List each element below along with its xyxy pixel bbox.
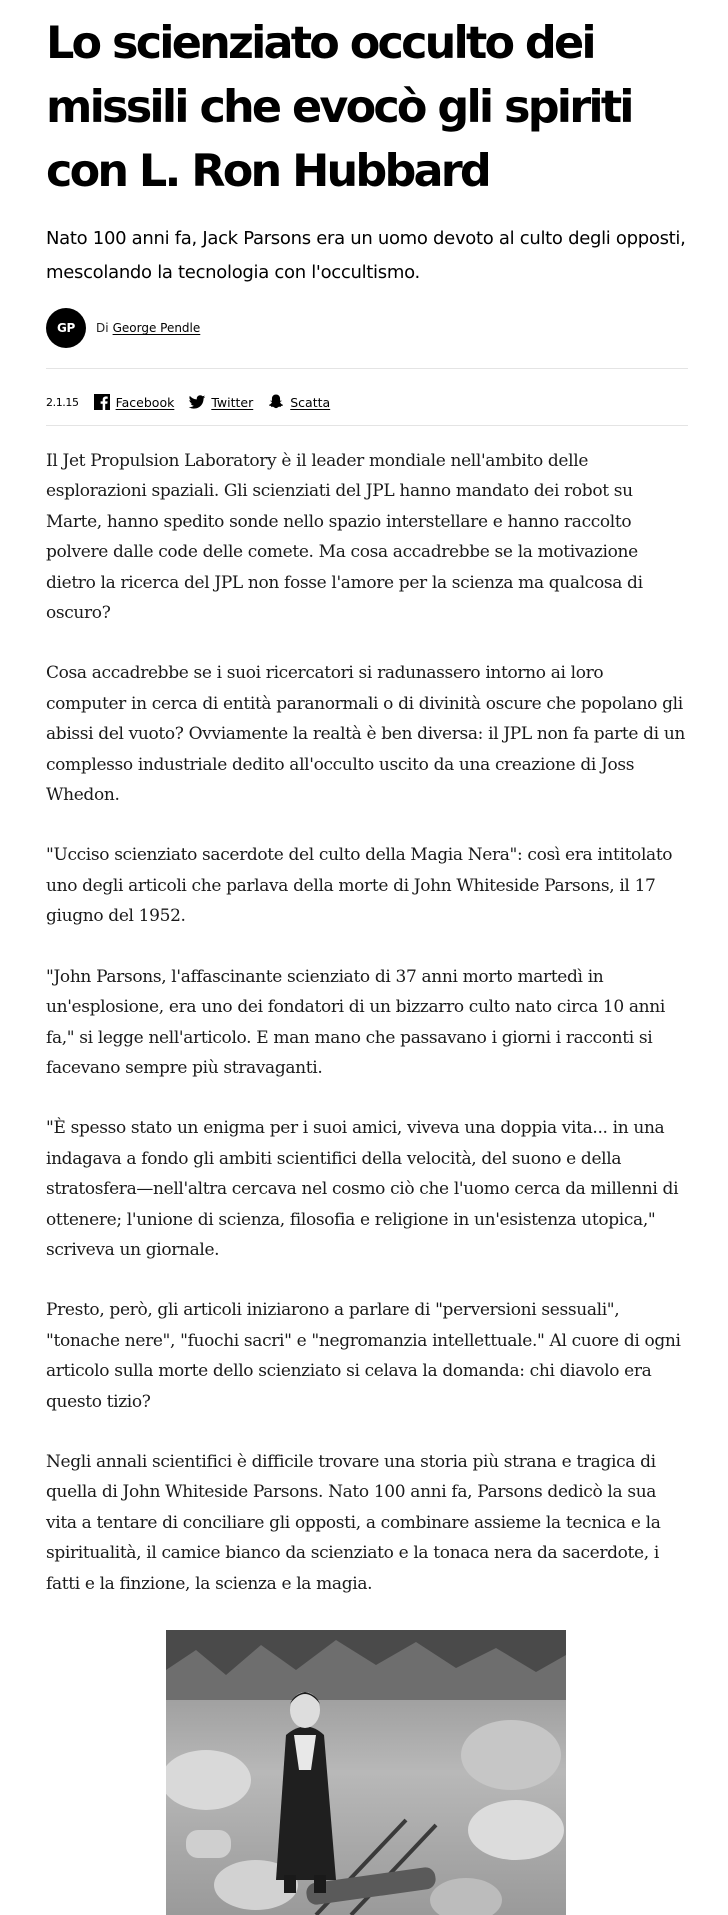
share-twitter-button[interactable] <box>188 393 253 411</box>
share-snapchat-label: Scatta <box>290 394 331 410</box>
divider-top <box>46 368 688 369</box>
share-twitter-label: Twitter <box>211 394 254 410</box>
body-paragraph: Il Jet Propulsion Laboratory è il leader mondiale nell'ambito delle esplorazioni spaziali. Gli scienziati del JPL hanno mandato dei robot su Marte, hanno spedito sonde nello spazio interstellare e hanno raccolto polvere dalle code delle comete. Ma cosa accadrebbe se la motivazione dietro la ricerca del JPL non fosse l'amore per la scienza ma qualcosa di oscuro? <box>46 451 643 624</box>
share-bar <box>46 390 344 414</box>
snapchat-icon <box>267 393 285 411</box>
article-photo <box>166 1630 566 1915</box>
author-avatar[interactable]: GP <box>46 308 86 348</box>
body-paragraph: Cosa accadrebbe se i suoi ricercatori si radunassero intorno ai loro computer in cerca di entità paranormali o di divinità oscure che popolano gli abissi del vuoto? Ovviamente la realtà è ben diversa: il JPL non fa parte di un complesso industriale dedito all'occulto uscito da una creazione di Joss Whedon. <box>46 663 686 806</box>
article-dek: Nato 100 anni fa, Jack Parsons era un uomo devoto al culto degli opposti, mescolando la tecnologia con l'occultismo. <box>46 228 686 283</box>
publish-date: 2.1.15 <box>46 395 79 409</box>
byline-prefix: Di <box>96 321 109 335</box>
share-snapchat-button[interactable] <box>267 393 330 411</box>
author-link[interactable]: George Pendle <box>112 321 201 335</box>
share-facebook-label: Facebook <box>115 394 175 410</box>
facebook-icon <box>93 393 111 411</box>
body-paragraph: Negli annali scientifici è difficile trovare una storia più strana e tragica di quella di John Whiteside Parsons. Nato 100 anni fa, Parsons dedicò la sua vita a tentare di conciliare gli opposti, a combinare assieme la tecnica e la spiritualità, il camice bianco da scienziato e la tonaca nera da sacerdote, i fatti e la finzione, la scienza e la magia. <box>46 1451 661 1594</box>
article-headline: Lo scienziato occulto dei missili che evocò gli spiriti con L. Ron Hubbard <box>46 18 632 197</box>
body-paragraph: Presto, però, gli articoli iniziarono a parlare di "perversioni sessuali", "tonache nere", "fuochi sacri" e "negromanzia intellettuale." Al cuore di ogni articolo sulla morte dello scienziato si celava la domanda: chi diavolo era questo tizio? <box>46 1300 681 1412</box>
body-paragraph: "È spesso stato un enigma per i suoi amici, viveva una doppia vita... in una indagava a fondo gli ambiti scientifici della velocità, del suono e della stratosfera—nell'altra cercava nel cosmo ciò che l'uomo cerca da millenni di ottenere; l'unione di scienza, filosofia e religione in un'esistenza utopica," scriveva un giornale. <box>46 1118 679 1260</box>
article-body <box>46 446 688 1629</box>
body-paragraph: "John Parsons, l'affascinante scienziato di 37 anni morto martedì in un'esplosione, era uno dei fondatori di un bizzarro culto nato circa 10 anni fa," si legge nell'articolo. E man mano che passavano i giorni i racconti si facevano sempre più stravaganti. <box>46 966 665 1078</box>
byline <box>46 308 200 348</box>
body-paragraph: "Ucciso scienziato sacerdote del culto della Magia Nera": così era intitolato uno degli articoli che parlava della morte di John Whiteside Parsons, il 17 giugno del 1952. <box>46 845 673 927</box>
photo-illustration <box>166 1630 566 1915</box>
twitter-icon <box>188 393 206 411</box>
share-facebook-button[interactable] <box>93 393 175 411</box>
divider-bottom <box>46 425 688 426</box>
